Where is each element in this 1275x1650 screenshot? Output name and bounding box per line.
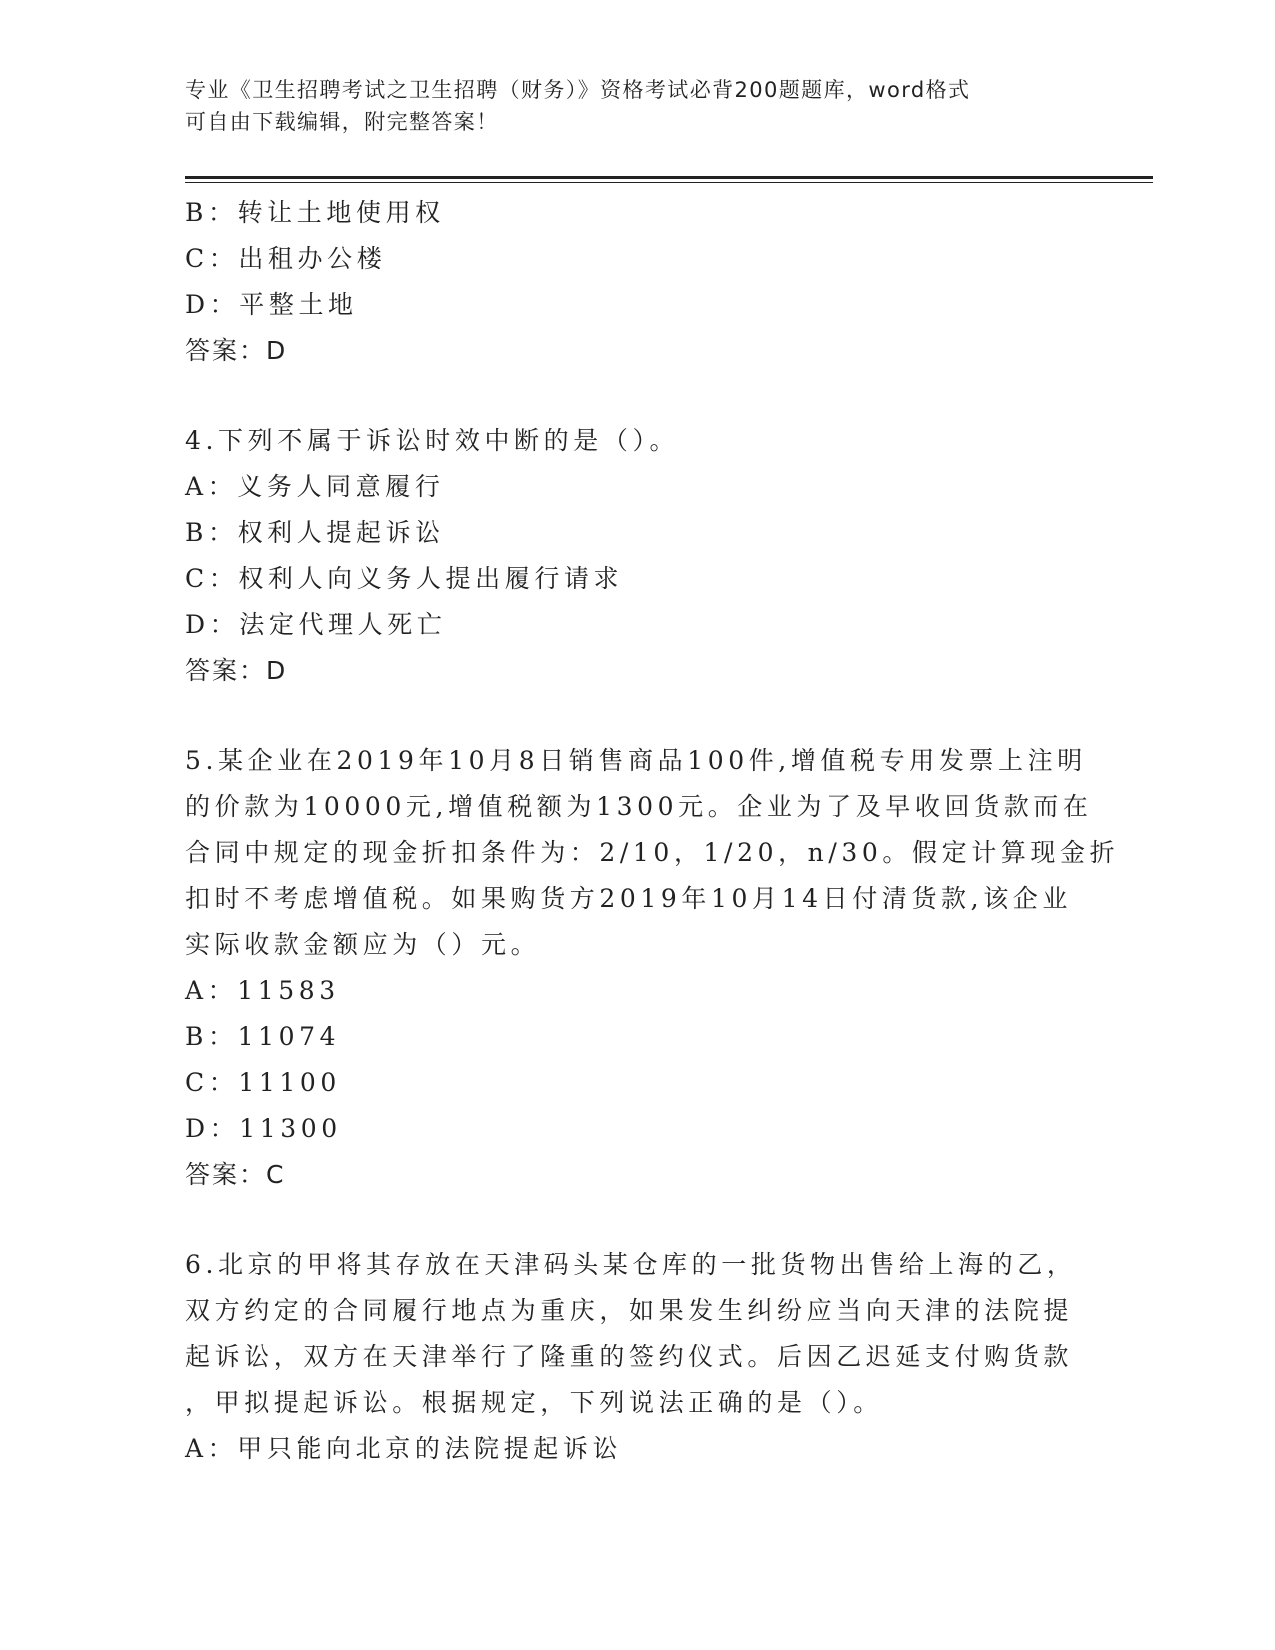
option-d: D：平整土地 [185,290,358,319]
question-5 [185,738,1120,1198]
spacer [185,374,1085,418]
option-c: C：11100 [185,1068,341,1097]
option-c: C：出租办公楼 [185,244,387,273]
question-text: 4.下列不属于诉讼时效中断的是（）。 [185,426,680,455]
option-d: D：法定代理人死亡 [185,610,447,639]
option-b: B：11074 [185,1022,341,1051]
spacer [185,694,1085,738]
question-text: 实际收款金额应为（）元。 [185,930,541,959]
question-text: 的价款为10000元,增值税额为1300元。企业为了及早收回货款而在 [185,792,1093,821]
header-divider-thick [185,176,1153,179]
option-a: A：11583 [185,976,340,1005]
question-text: 6.北京的甲将其存放在天津码头某仓库的一批货物出售给上海的乙， [185,1250,1077,1279]
answer: 答案：C [185,1160,286,1189]
question-4 [185,418,1085,694]
question-text: ，甲拟提起诉讼。根据规定，下列说法正确的是（）。 [185,1388,883,1417]
option-b: B：转让土地使用权 [185,198,445,227]
question-text: 双方约定的合同履行地点为重庆，如果发生纠纷应当向天津的法院提 [185,1296,1074,1325]
answer: 答案：D [185,656,288,685]
question-text: 合同中规定的现金折扣条件为：2/10，1/20，n/30。假定计算现金折 [185,838,1120,867]
header-line-2: 可自由下载编辑，附完整答案！ [185,110,499,134]
option-c: C：权利人向义务人提出履行请求 [185,564,624,593]
document-header [185,74,1065,138]
question-3-continued [185,190,1085,374]
option-b: B：权利人提起诉讼 [185,518,445,547]
option-d: D：11300 [185,1114,342,1143]
question-list [185,190,1120,1472]
question-text: 5.某企业在2019年10月8日销售商品100件,增值税专用发票上注明 [185,746,1087,775]
question-text: 扣时不考虑增值税。如果购货方2019年10月14日付清货款,该企业 [185,884,1072,913]
question-6 [185,1242,1085,1472]
answer: 答案：D [185,336,288,365]
option-a: A：甲只能向北京的法院提起诉讼 [185,1434,623,1463]
option-a: A：义务人同意履行 [185,472,445,501]
spacer [185,1198,1085,1242]
question-text: 起诉讼，双方在天津举行了隆重的签约仪式。后因乙迟延支付购货款 [185,1342,1074,1371]
header-divider-thin [185,182,1153,183]
header-line-1: 专业《卫生招聘考试之卫生招聘（财务）》资格考试必背200题题库，word格式 [185,78,971,102]
